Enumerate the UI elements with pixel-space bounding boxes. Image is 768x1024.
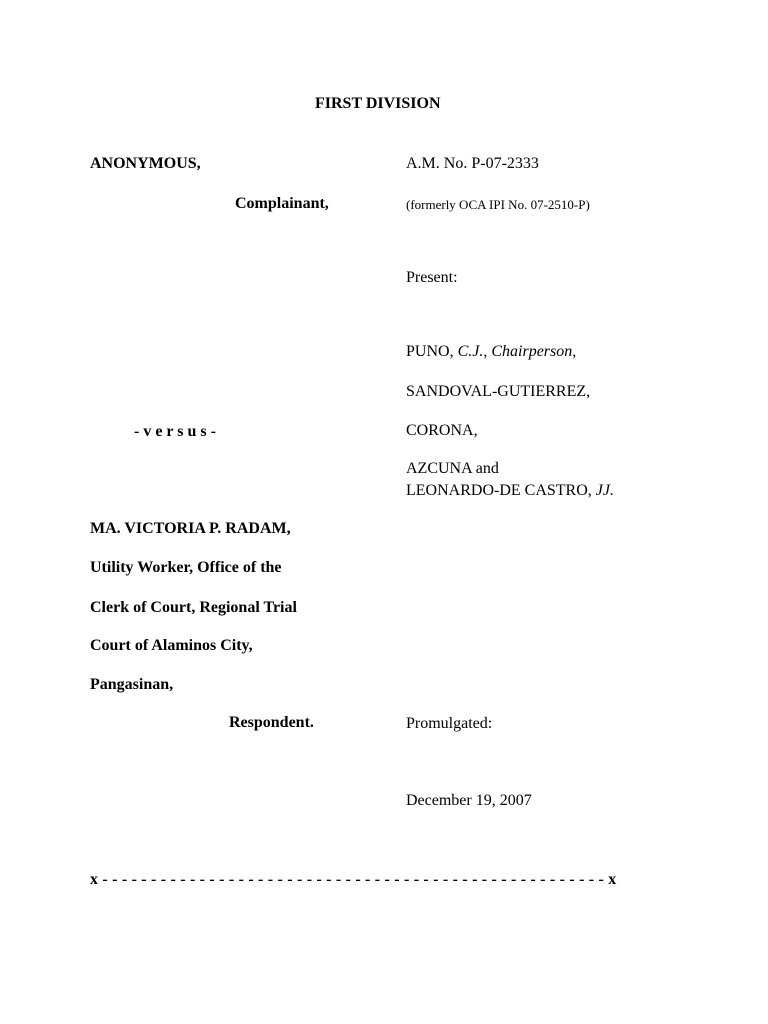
promulgated-label: Promulgated:: [406, 715, 493, 732]
respondent-detail-line: Clerk of Court, Regional Trial: [90, 599, 297, 616]
justice-separator: ,: [483, 343, 492, 360]
separator-line: x - - - - - - - - - - - - - - - - - - - - - - - - - - - - - - - - - - - - - - - - - - - - - - - - - - - - x: [90, 871, 617, 888]
respondent-detail-line: Utility Worker, Office of the: [90, 559, 282, 576]
respondent-detail-line: Court of Alaminos City,: [90, 637, 253, 654]
complainant-role: Complainant,: [235, 195, 329, 212]
justice-role: Chairperson: [491, 343, 573, 360]
justice-corona: CORONA,: [406, 422, 478, 439]
formerly-reference: (formerly OCA IPI No. 07-2510-P): [406, 197, 590, 212]
justice-leonardo-de-castro: [406, 481, 614, 501]
justice-puno: [406, 342, 576, 362]
justice-azcuna: AZCUNA and: [406, 460, 499, 477]
justice-name: PUNO,: [406, 343, 458, 360]
justice-suffix: JJ.: [595, 482, 614, 499]
promulgated-date: December 19, 2007: [406, 792, 532, 809]
justice-name: LEONARDO-DE CASTRO,: [406, 482, 596, 499]
complainant-name: ANONYMOUS,: [90, 155, 201, 172]
respondent-name: MA. VICTORIA P. RADAM,: [90, 520, 291, 537]
present-label: Present:: [406, 269, 458, 286]
respondent-detail-line: Pangasinan,: [90, 676, 174, 693]
justice-title: C.J.: [457, 343, 484, 360]
division-heading: FIRST DIVISION: [315, 95, 441, 112]
respondent-role: Respondent.: [229, 714, 314, 731]
justice-end: ,: [572, 343, 577, 360]
versus-label: - v e r s u s -: [134, 423, 216, 440]
justice-sandoval-gutierrez: SANDOVAL-GUTIERREZ,: [406, 383, 591, 400]
case-number: A.M. No. P-07-2333: [406, 155, 539, 172]
